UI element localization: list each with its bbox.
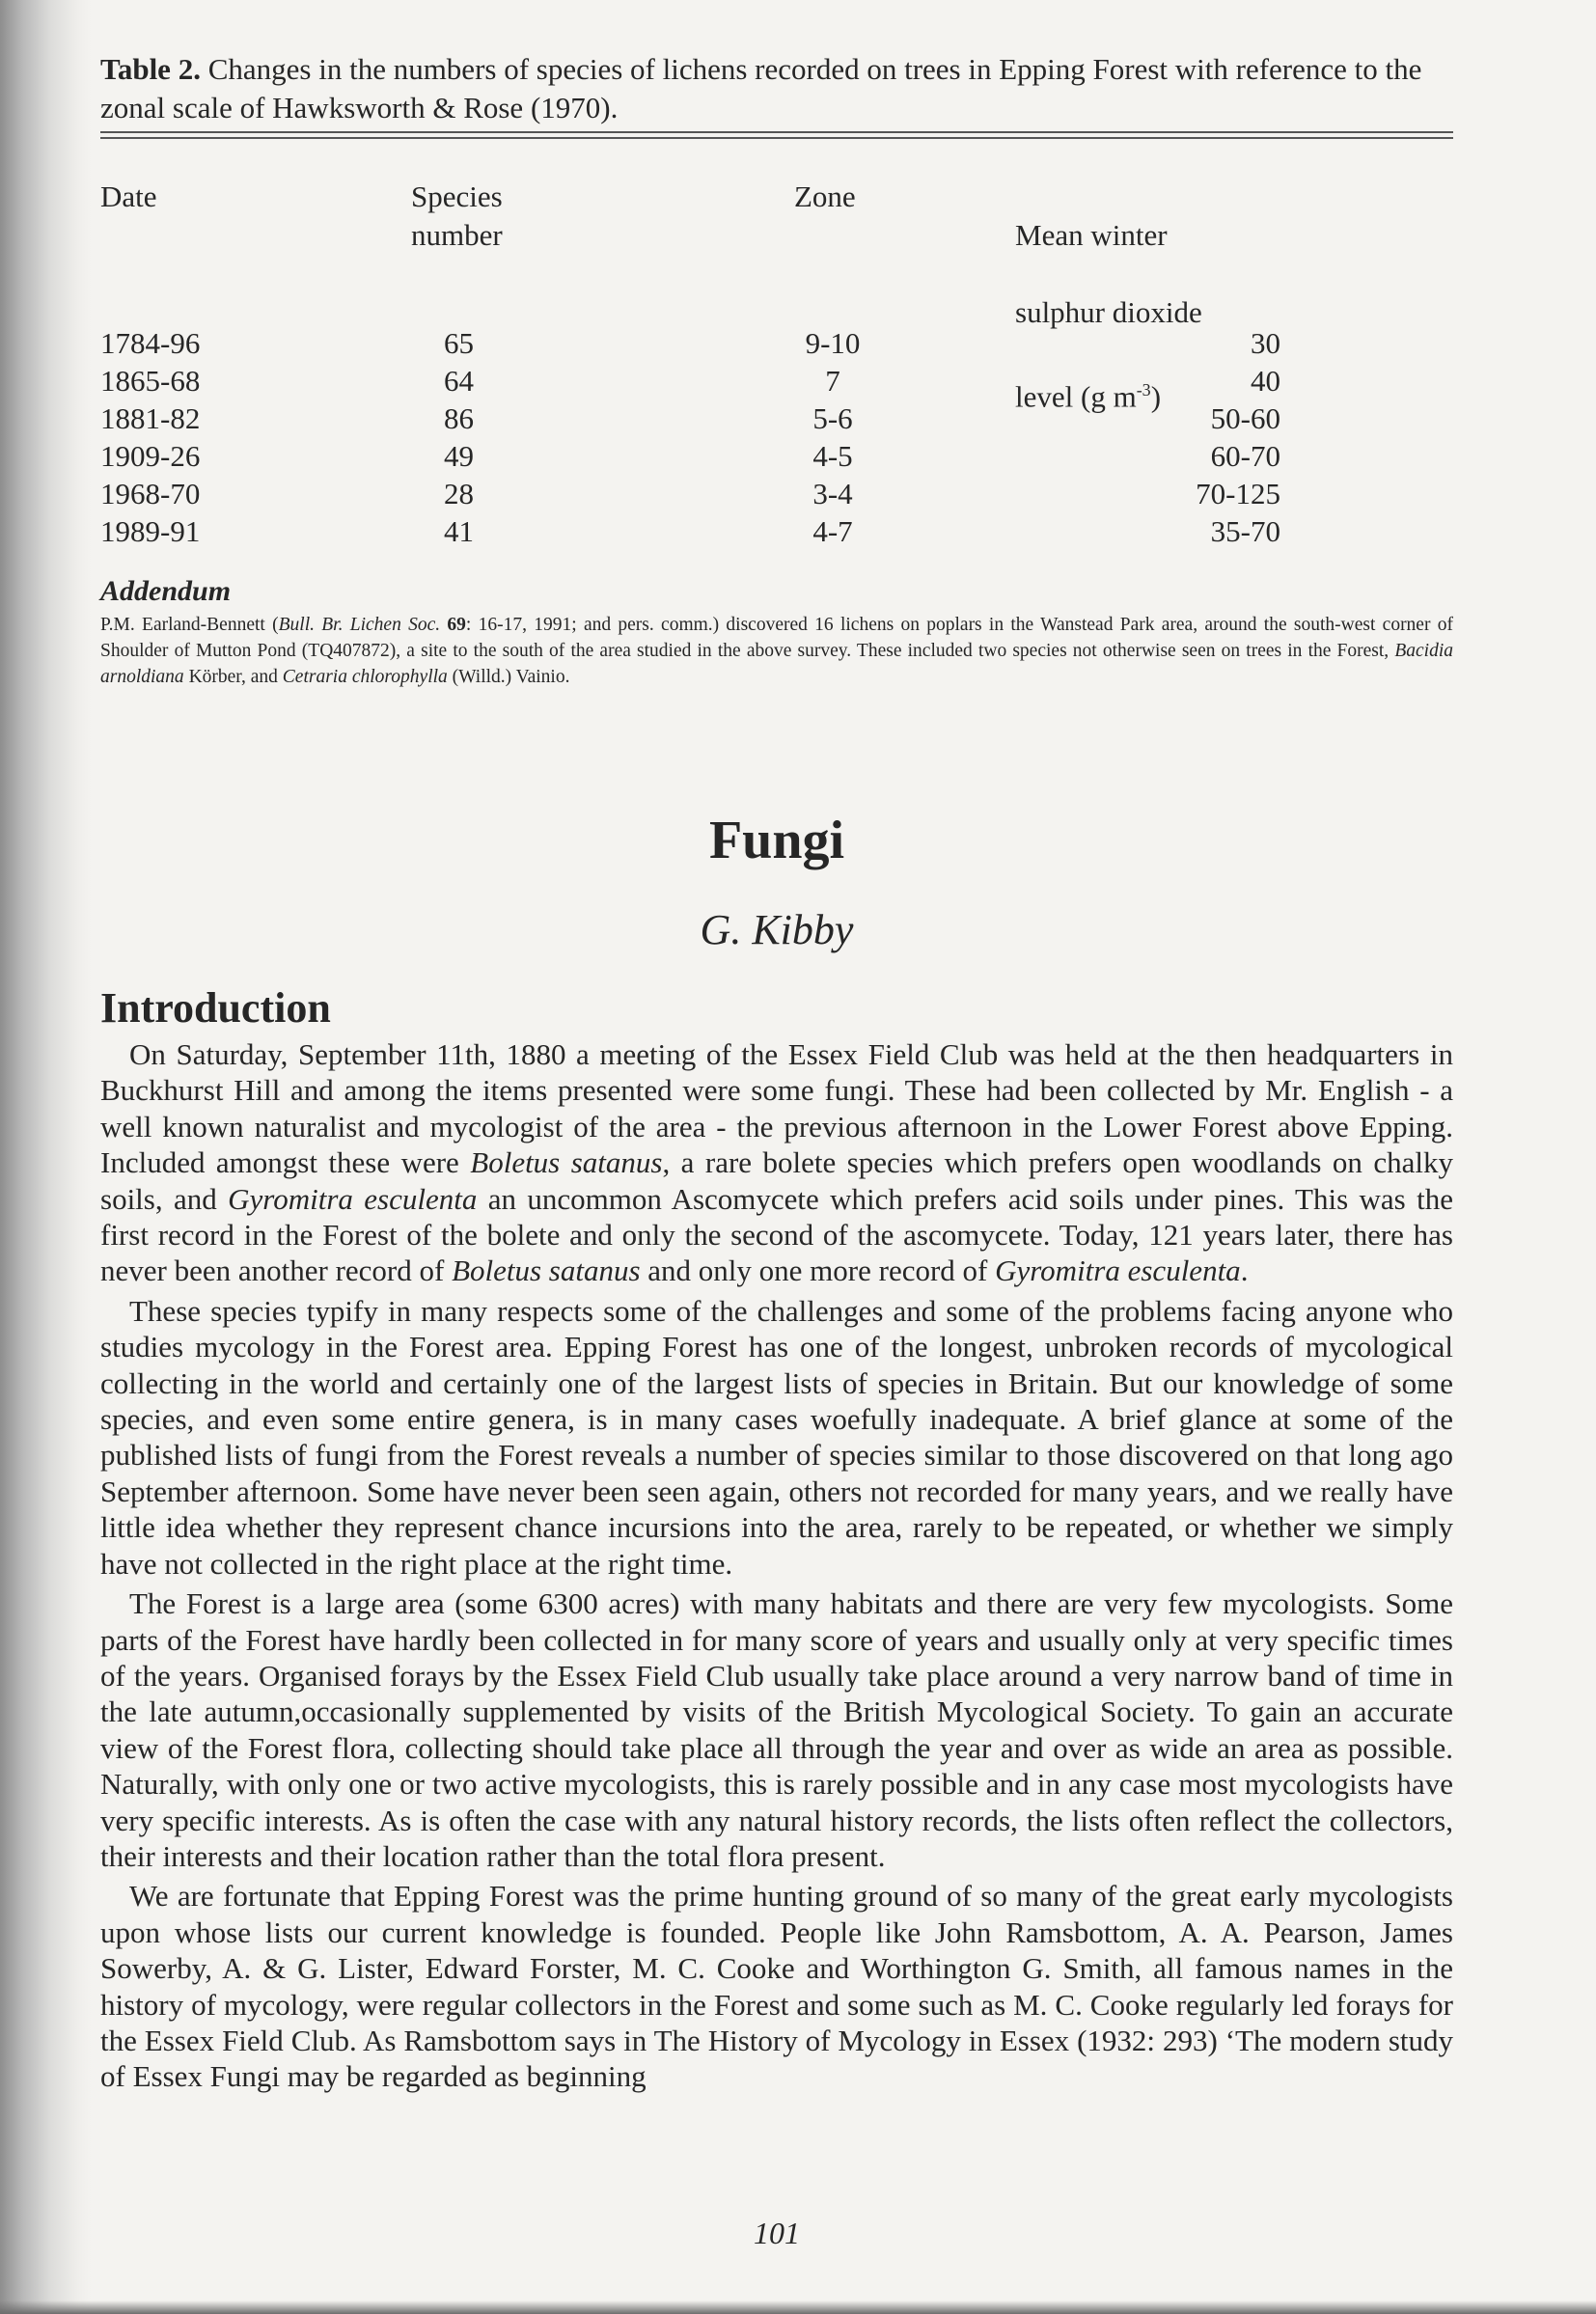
addendum-paragraph (100, 612, 1453, 690)
page-binding-shadow (0, 0, 92, 2314)
section-author: G. Kibby (700, 906, 854, 953)
cell-zone: 4-5 (812, 439, 853, 473)
cell-so2: 60-70 (1210, 439, 1280, 473)
addendum-heading: Addendum (100, 575, 232, 607)
paragraph: These species typify in many respects some of the challenges and some of the problems facing anyone who studies mycology in the Forest area. Epping Forest has one of the longest, unbroken records of mycological collecting in the world and certainly one of the largest lists of species in Britain. But our knowledge of some species, and even some entire genera, is in many cases woefully inadequate. A brief glance at some of the published lists of fungi from the Forest reveals a number of species similar to those discovered on that long ago September afternoon. Some have never been seen again, others not recorded for many years, and we really have little idea whether they represent chance incursions into the area, rarely to be repeated, or whether we simply have not collected in the right place at the right time. (100, 1293, 1453, 1581)
paragraph: We are fortunate that Epping Forest was the prime hunting ground of so many of the great early mycologists upon whose lists our current knowledge is founded. People like John Ramsbottom, A. A. Pearson, James Sowerby, A. & G. Lister, Edward Forster, M. C. Cooke and Worthington G. Smith, all famous names in the history of mycology, were regular collectors in the Forest and some such as M. C. Cooke regularly led forays for the Essex Field Club. As Ramsbottom says in The History of Mycology in Essex (1932: 293) ‘The modern study of Essex Fungi may be regarded as beginning (100, 1879, 1453, 2094)
text-run: an uncommon Ascomycete which prefers acid soils under pines. This was the first record in the Forest of the bolete and only the second of the ascomycete. Today, 121 years later, there has never been another record of (100, 1181, 1453, 1288)
text-run: and only one more record of (640, 1253, 996, 1288)
cell-date: 1909-26 (100, 439, 201, 473)
addendum-text-run: (Willd.) Vainio. (447, 667, 570, 687)
cell-so2: 70-125 (1196, 477, 1280, 510)
body-text (100, 1036, 1453, 2099)
cell-species: 49 (444, 439, 474, 473)
paragraph: The Forest is a large area (some 6300 acres) with many habitats and there are very few mycologists. Some parts of the Forest have hardly been collected in for many score of years and usually only at very specific times of the years. Organised forays by the Essex Field Club usually take place around a very narrow band of time in the late autumn,occasionally supplemented by visits of the British Mycological Society. To gain an accurate view of the Forest flora, collecting should take place all through the year and over as wide an area as possible. Naturally, with only one or two active mycologists, this is rarely possible and in any case most mycologists have very specific interests. As is often the case with any natural history records, the lists often reflect the collectors, their interests and their location rather than the total flora present. (100, 1586, 1453, 1873)
col-header-so2-line2: sulphur dioxide (1015, 295, 1202, 329)
table-row (100, 475, 1453, 512)
cell-zone: 3-4 (812, 477, 853, 510)
table-caption-text: Changes in the numbers of species of lichens recorded on trees in Epping Forest with reference to the zonal scale of Hawksworth & Rose (1970). (100, 52, 1422, 124)
species-name: Gyromitra esculenta (995, 1253, 1241, 1288)
paragraph (100, 1036, 1453, 1289)
table-top-rule (100, 131, 1453, 139)
page-number: 101 (754, 2216, 800, 2250)
col-header-date: Date (100, 179, 157, 213)
cell-date: 1989-91 (100, 514, 201, 548)
cell-so2: 35-70 (1210, 514, 1280, 548)
cell-so2: 30 (1251, 326, 1280, 360)
col-header-so2-line1: Mean winter (1015, 218, 1168, 252)
table-row (100, 324, 1453, 362)
cell-species: 86 (444, 401, 474, 435)
addendum-volume: 69 (447, 615, 466, 635)
table-body (100, 324, 1453, 550)
cell-date: 1784-96 (100, 326, 201, 360)
addendum-species: Cetraria chlorophylla (282, 667, 448, 687)
table-row (100, 399, 1453, 437)
addendum-text-run: : 16-17, 1991; and pers. comm.) discovered 16 lichens on poplars in the Wanstead Park area, around the south-west corner of Shoulder of Mutton Pond (TQ407872), a site to the south of the area studied in the above survey. These included two species not otherwise seen on trees in the Forest, (100, 615, 1453, 661)
cell-species: 64 (444, 364, 474, 398)
cell-zone: 4-7 (812, 514, 853, 548)
species-name: Gyromitra esculenta (228, 1181, 478, 1216)
table-row (100, 437, 1453, 475)
col-header-zone: Zone (794, 179, 856, 213)
cell-species: 41 (444, 514, 474, 548)
addendum-species: Bacidia arnoldiana (100, 641, 1453, 687)
cell-zone: 5-6 (812, 401, 853, 435)
cell-date: 1968-70 (100, 477, 201, 510)
cell-species: 28 (444, 477, 474, 510)
page-bottom-shadow (0, 2300, 1596, 2314)
section-title: Fungi (708, 811, 845, 870)
cell-so2: 50-60 (1210, 401, 1280, 435)
cell-so2: 40 (1251, 364, 1280, 398)
text-run: On Saturday, September 11th, 1880 a meeting of the Essex Field Club was held at the then headquarters in Buckhurst Hill and among the items presented were some fungi. These had been collected by Mr. English - a well known naturalist and mycologist of the area - the previous afternoon in the Lower Forest above Epping. Included amongst these were (100, 1037, 1453, 1180)
cell-species: 65 (444, 326, 474, 360)
cell-date: 1881-82 (100, 401, 201, 435)
species-name: Boletus satanus (470, 1145, 663, 1180)
table-row (100, 362, 1453, 399)
table-label: Table 2. (100, 52, 201, 86)
cell-zone: 7 (825, 364, 840, 398)
text-run: , a rare bolete species which prefers open woodlands on chalky soils, and (100, 1145, 1453, 1216)
addendum-journal: Bull. Br. Lichen Soc. (278, 615, 441, 635)
so2-unit-exponent: -3 (1136, 380, 1151, 399)
addendum-text-run: P.M. Earland-Bennett ( (100, 615, 279, 635)
table-row (100, 512, 1453, 550)
col-header-species: Species number (411, 179, 503, 252)
table-caption (100, 50, 1453, 127)
addendum-text-run: Körber, and (183, 667, 283, 687)
introduction-heading: Introduction (100, 984, 331, 1032)
text-run: . (1240, 1253, 1249, 1288)
species-name: Boletus satanus (452, 1253, 641, 1288)
so2-unit-text: level (g m (1015, 379, 1137, 414)
cell-date: 1865-68 (100, 364, 201, 398)
so2-unit-close: ) (1150, 379, 1162, 414)
cell-zone: 9-10 (805, 326, 861, 360)
